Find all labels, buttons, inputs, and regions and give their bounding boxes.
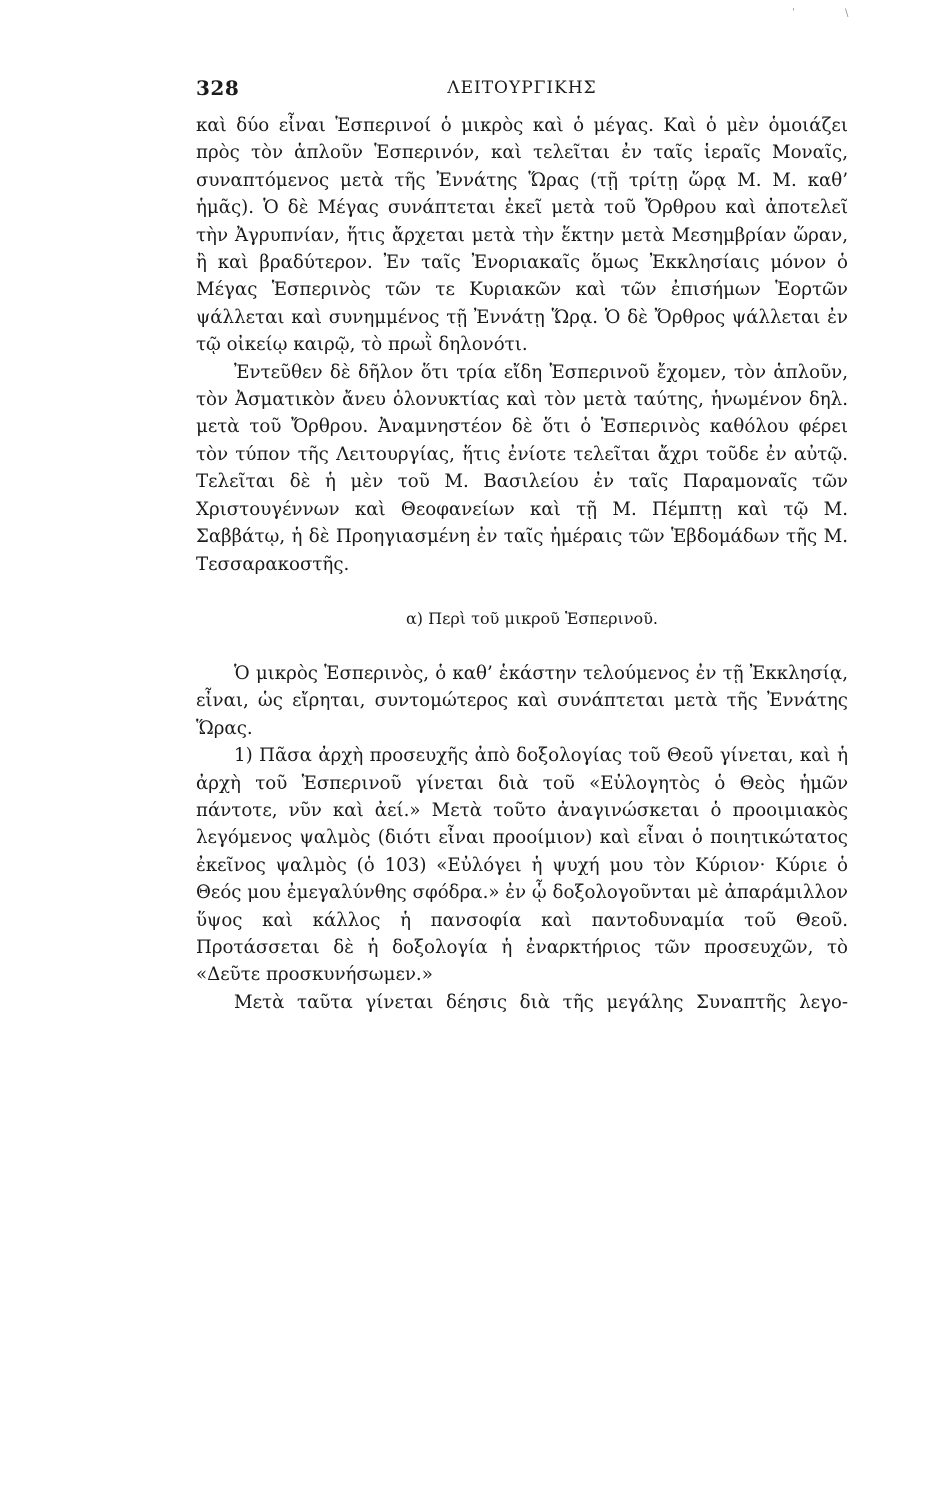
book-page <box>196 76 848 1016</box>
page-header <box>196 76 848 112</box>
paragraph-4: 1) Πᾶσα ἀρχὴ προσευχῆς ἀπὸ δοξολογίας τοῦ Θεοῦ γίνεται, καὶ ἡ ἀρχὴ τοῦ Ἑσπερινοῦ γίνεται διὰ τοῦ «Εὐλογητὸς ὁ Θεὸς ἡμῶν πάντοτε, νῦν καὶ ἀεί.» Μετὰ τοῦτο ἀναγινώσκεται ὁ προοιμιακὸς λεγόμενος ψαλμὸς (διότι εἶναι προοίμιον) καὶ εἶναι ὁ ποιητικώτατος ἐκεῖνος ψαλμὸς (ὁ 103) «Εὐλόγει ἡ ψυχή μου τὸν Κύριον· Κύριε ὁ Θεός μου ἐμεγαλύνθης σφόδρα.» ἐν ᾧ δοξολογοῦνται μὲ ἀπαράμιλλον ὕψος καὶ κάλλος ἡ πανσοφία καὶ παντοδυναμία τοῦ Θεοῦ. Προτάσσεται δὲ ἡ δοξολογία ἡ ἐναρκτήριος τῶν προσευχῶν, τὸ «Δεῦτε προσκυνήσωμεν.» <box>196 745 848 986</box>
paragraph-3: Ὁ μικρὸς Ἑσπερινὸς, ὁ καθ’ ἑκάστην τελούμενος ἐν τῇ Ἐκκλησίᾳ, εἶναι, ὡς εἴρηται, συντομώτερος καὶ συνάπτεται μετὰ τῆς Ἐννάτης Ὥρας. <box>196 662 848 739</box>
paragraph-2: Ἐντεῦθεν δὲ δῆλον ὅτι τρία εἴδη Ἑσπερινοῦ ἔχομεν, τὸν ἁπλοῦν, τὸν Ἀσματικὸν ἄνευ ὁλονυκτίας καὶ τὸν μετὰ ταύτης, ἡνωμένον δηλ. μετὰ τοῦ Ὄρθρου. Ἀναμνηστέον δὲ ὅτι ὁ Ἑσπερινὸς καθόλου φέρει τὸν τύπον τῆς Λειτουργίας, ἥτις ἐνίοτε τελεῖται ἄχρι τοῦδε ἐν αὐτῷ. Τελεῖται δὲ ἡ μὲν τοῦ Μ. Βασιλείου ἐν ταῖς Παραμοναῖς τῶν Χριστουγέννων καὶ Θεοφανείων καὶ τῇ Μ. Πέμπτῃ καὶ τῷ Μ. Σαββάτῳ, ἡ δὲ Προηγιασμένη ἐν ταῖς ἡμέραις τῶν Ἑβδομάδων τῆς Μ. Τεσσαρακοστῆς. <box>196 361 848 575</box>
paragraph-5: Μετὰ ταῦτα γίνεται δέησις διὰ τῆς μεγάλης Συναπτῆς λεγο- <box>234 991 848 1013</box>
scan-speck: \ <box>845 8 849 19</box>
page-number: 328 <box>196 76 240 100</box>
scan-speck: ˈ <box>792 8 795 19</box>
paragraph-1: καὶ δύο εἶναι Ἑσπερινοί ὁ μικρὸς καὶ ὁ μέγας. Καὶ ὁ μὲν ὁμοιάζει πρὸς τὸν ἁπλοῦν Ἑσπερινόν, καὶ τελεῖται ἐν ταῖς ἱεραῖς Μοναῖς, συναπτόμενος μετὰ τῆς Ἐννάτης Ὥρας (τῇ τρίτῃ ὥρᾳ Μ. Μ. καθ’ ἡμᾶς). Ὁ δὲ Μέγας συνάπτεται ἐκεῖ μετὰ τοῦ Ὄρθρου καὶ ἀποτελεῖ τὴν Ἀγρυπνίαν, ἥτις ἄρχεται μετὰ τὴν ἕκτην μετὰ Μεσημβρίαν ὥραν, ἢ καὶ βραδύτερον. Ἐν ταῖς Ἐνοριακαῖς ὅμως Ἐκκλησίαις μόνον ὁ Μέγας Ἑσπερινὸς τῶν τε Κυριακῶν καὶ τῶν ἐπισήμων Ἑορτῶν ψάλλεται καὶ συνημμένος τῇ Ἐννάτῃ Ὥρᾳ. Ὁ δὲ Ὄρθρος ψάλλεται ἐν τῷ οἰκείῳ καιρῷ, τὸ πρωῒ δηλονότι. <box>196 115 848 356</box>
section-heading: α) Περὶ τοῦ μικροῦ Ἑσπερινοῦ. <box>406 608 658 628</box>
running-title: ΛΕΙΤΟΥΡΓΙΚΗΣ <box>447 78 597 98</box>
